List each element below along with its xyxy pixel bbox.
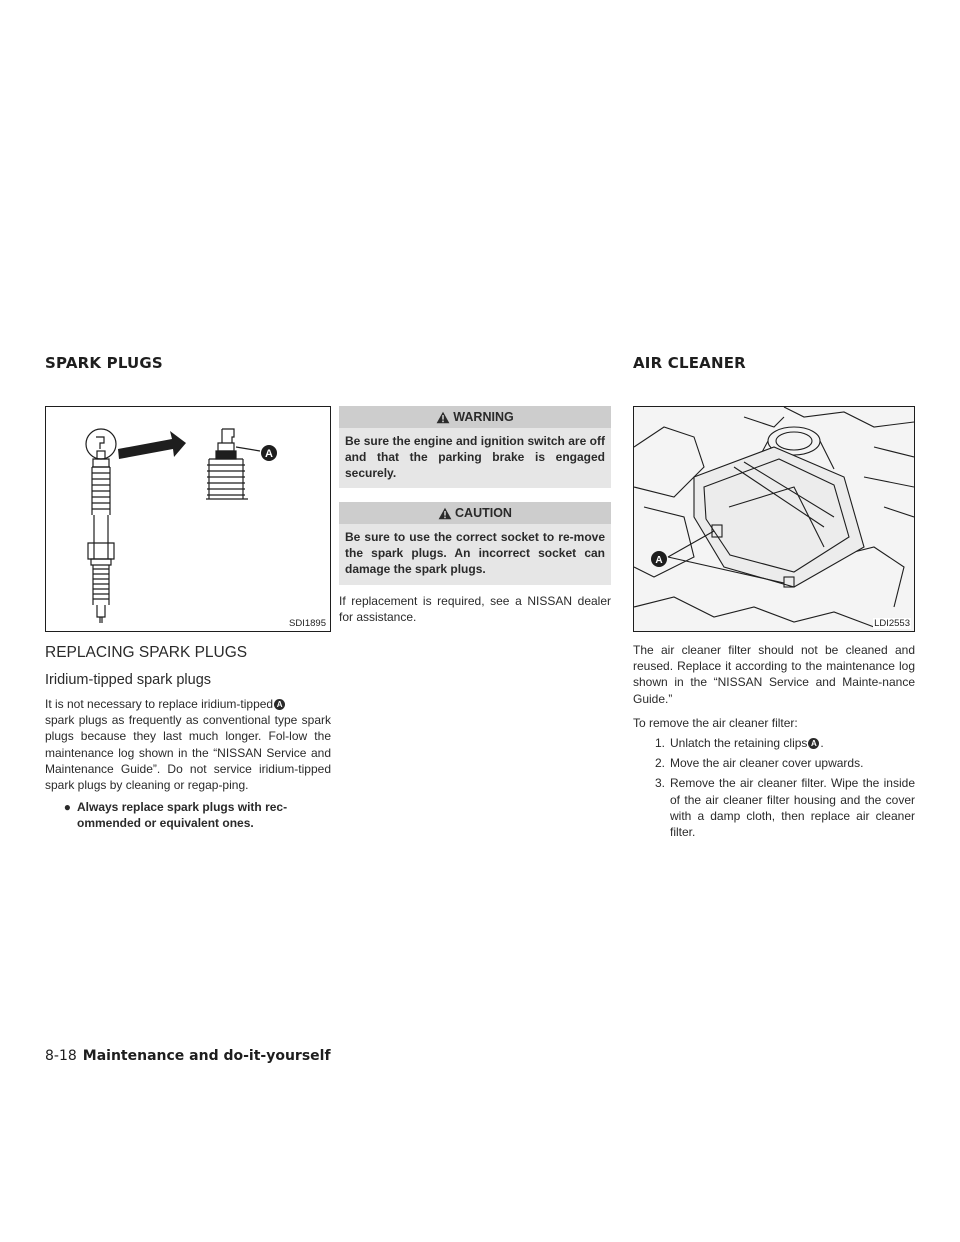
step-text: [670, 735, 915, 751]
step-number: 1.: [654, 736, 665, 751]
warning-header: [339, 406, 611, 428]
subheading-iridium: Iridium-tipped spark plugs: [45, 672, 212, 688]
replacement-paragraph: If replacement is required, see a NISSAN dealer for assistance.: [339, 593, 611, 624]
section-title-air-cleaner: AIR CLEANER: [633, 354, 746, 372]
step-1-text: Unlatch the retaining clips: [670, 736, 808, 751]
list-item: [633, 755, 915, 771]
iridium-paragraph: [45, 696, 331, 793]
column-air-cleaner: [633, 406, 915, 840]
spark-plug-illustration: [46, 407, 330, 631]
step-1-suffix: .: [820, 736, 824, 751]
page-number: 8-18: [45, 1048, 77, 1064]
list-item: [633, 735, 915, 751]
air-cleaner-illustration: [634, 407, 914, 631]
remove-intro: To remove the air cleaner filter:: [633, 715, 798, 730]
caution-triangle-icon: [438, 507, 452, 520]
section-title-spark-plugs: SPARK PLUGS: [45, 354, 163, 372]
air-cleaner-figure-code: LDI2553: [874, 618, 910, 629]
callout-a-icon: A: [808, 738, 819, 749]
step-number: 2.: [654, 756, 665, 771]
step-text: Remove the air cleaner filter. Wipe the inside of the air cleaner filter housing and the cover with a damp cloth, then replace air cleaner filter.: [670, 776, 915, 840]
air-cleaner-callout-label: A: [655, 555, 663, 566]
step-text: Move the air cleaner cover upwards.: [670, 756, 864, 771]
column-notices: [339, 406, 611, 625]
caution-label: CAUTION: [455, 506, 512, 521]
step-number: 3.: [654, 776, 665, 791]
iridium-paragraph-rest: spark plugs as frequently as conventional type spark plugs because they last much longer. Fol-low the maintenance log shown in the “NISSAN Service and Maintenance Guide”. Do not service iridium-tipped spark plugs by cleaning or regap-ping.: [45, 713, 331, 793]
spark-plug-figure-code: SDI1895: [289, 618, 326, 629]
removal-steps-list: [633, 735, 915, 840]
spark-plug-callout-label: A: [265, 448, 273, 460]
caution-header: [339, 502, 611, 524]
subheading-replacing-spark-plugs: REPLACING SPARK PLUGS: [45, 644, 248, 661]
bullet-text: Always replace spark plugs with rec-ommended or equivalent ones.: [77, 800, 288, 831]
page-footer: [45, 1048, 331, 1064]
warning-label: WARNING: [453, 410, 514, 424]
warning-box: [339, 406, 611, 488]
bullet-dot-icon: ●: [63, 800, 71, 815]
spark-plug-figure: [45, 406, 331, 632]
air-cleaner-figure: [633, 406, 915, 632]
iridium-paragraph-start: It is not necessary to replace iridium-tipped: [45, 697, 274, 711]
bullet-item: [45, 799, 331, 831]
list-item: [633, 775, 915, 840]
chapter-title: Maintenance and do-it-yourself: [82, 1048, 331, 1064]
caution-box: [339, 502, 611, 584]
air-cleaner-intro: The air cleaner filter should not be cleaned and reused. Replace it according to the maintenance log shown in the “NISSAN Service and Mainte-nance Guide.”: [633, 643, 915, 706]
caution-text: Be sure to use the correct socket to re-move the spark plugs. An incorrect socket can damage the spark plugs.: [345, 530, 605, 576]
column-spark-plugs: [45, 406, 331, 832]
warning-text: Be sure the engine and ignition switch are off and that the parking brake is engaged securely.: [345, 434, 605, 480]
warning-triangle-icon: [436, 411, 450, 424]
callout-a-icon: A: [274, 699, 285, 710]
